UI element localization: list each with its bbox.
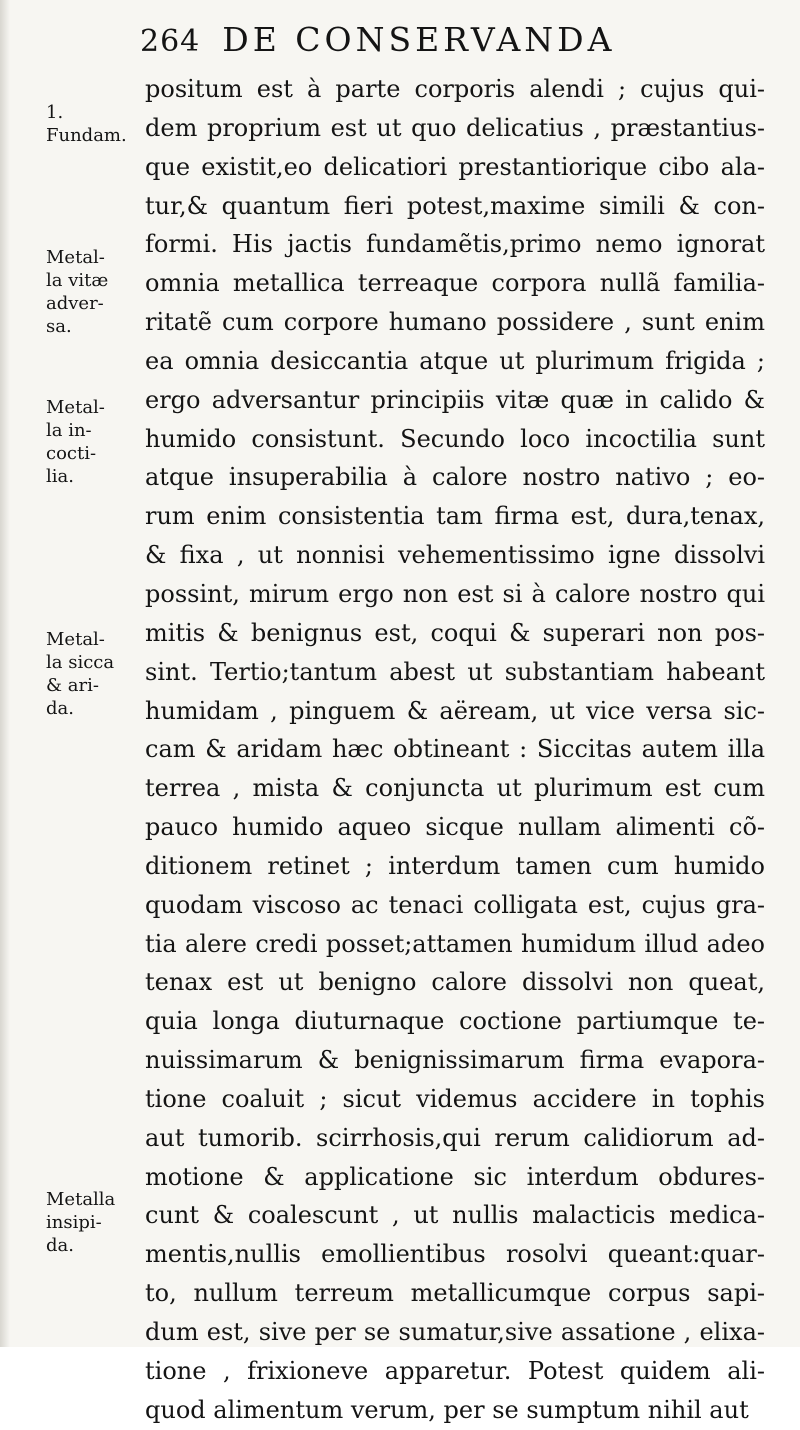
- text-line: & fixa , ut nonnisi vehementissimo igne dissolvi: [145, 541, 765, 570]
- page-gutter-shadow: [0, 0, 10, 1347]
- text-line: que existit,eo delicatiori prestantiorique cibo ala-: [145, 152, 765, 181]
- text-line: ergo adversantur principiis vitæ quæ in calido &: [145, 385, 765, 414]
- text-line: quod alimentum verum, per se sumptum nihil aut: [145, 1395, 749, 1424]
- text-line: tione , frixioneve apparetur. Potest quidem ali-: [145, 1356, 765, 1385]
- text-line: pauco humido aqueo sicque nullam alimenti cõ-: [145, 813, 765, 842]
- text-line: aut tumorib. scirrhosis,qui rerum calidiorum ad-: [145, 1123, 765, 1152]
- margin-notes: [46, 0, 136, 1347]
- page-header: [140, 20, 740, 72]
- text-line: sint. Tertio;tantum abest ut substantiam habeant: [145, 657, 765, 686]
- text-line: nuissimarum & benignissimarum firma evapora-: [145, 1046, 765, 1075]
- text-line: dem proprium est ut quo delicatius , præstantius-: [145, 113, 765, 142]
- text-line: mentis,nullis emollientibus rosolvi queant:quar-: [145, 1240, 765, 1269]
- text-line: humido consistunt. Secundo loco incoctilia sunt: [145, 424, 765, 453]
- margin-note: Metalla insipi- da.: [46, 1189, 116, 1256]
- text-line: quia longa diuturnaque coctione partiumque te-: [145, 1007, 765, 1036]
- main-text-block: [145, 70, 765, 1430]
- text-line: ea omnia desiccantia atque ut plurimum frigida ;: [145, 346, 765, 375]
- text-line: omnia metallica terreaque corpora nullã familia-: [145, 269, 765, 298]
- text-line: quodam viscoso ac tenaci colligata est, cujus gra-: [145, 890, 765, 919]
- text-line: rum enim consistentia tam firma est, dura,tenax,: [145, 502, 765, 531]
- text-line: positum est à parte corporis alendi ; cujus qui-: [145, 75, 765, 103]
- running-title: DE CONSERVANDA: [222, 20, 616, 59]
- text-line: ritatẽ cum corpore humano possidere , sunt enim: [145, 308, 765, 337]
- text-line: tur,& quantum fieri potest,maxime simili & con-: [145, 191, 765, 220]
- text-line: atque insuperabilia à calore nostro nativo ; eo-: [145, 463, 765, 492]
- text-line: humidam , pinguem & aëream, ut vice versa sic-: [145, 696, 765, 725]
- text-line: terrea , mista & conjuncta ut plurimum est cum: [145, 774, 765, 803]
- text-line: dum est, sive per se sumatur,sive assatione , elixa-: [145, 1318, 765, 1346]
- text-line: cunt & coalescunt , ut nullis malacticis medica-: [145, 1201, 765, 1230]
- text-line: formi. His jactis fundamẽtis,primo nemo ignorat: [145, 230, 765, 259]
- margin-note: Metal- la in- cocti- lia.: [46, 397, 105, 487]
- text-line: mitis & benignus est, coqui & superari non pos-: [145, 618, 765, 647]
- text-line: tione coaluit ; sicut videmus accidere in tophis: [145, 1084, 765, 1113]
- margin-note: Metal- la sicca & ari- da.: [46, 629, 115, 719]
- text-line: motione & applicatione sic interdum obdures-: [145, 1162, 765, 1191]
- page-number: 264: [140, 24, 201, 59]
- text-line: tenax est ut benigno calore dissolvi non queat,: [145, 968, 765, 997]
- text-line: tia alere credi posset;attamen humidum illud adeo: [145, 929, 765, 958]
- margin-note: Metal- la vitæ adver- sa.: [46, 247, 109, 337]
- text-line: cam & aridam hæc obtineant : Siccitas autem illa: [145, 735, 765, 764]
- text-line: to, nullum terreum metallicumque corpus sapi-: [145, 1279, 765, 1308]
- text-line: possint, mirum ergo non est si à calore nostro qui: [145, 579, 765, 608]
- text-line: ditionem retinet ; interdum tamen cum humido: [145, 851, 765, 880]
- margin-note: 1. Fundam.: [46, 102, 127, 146]
